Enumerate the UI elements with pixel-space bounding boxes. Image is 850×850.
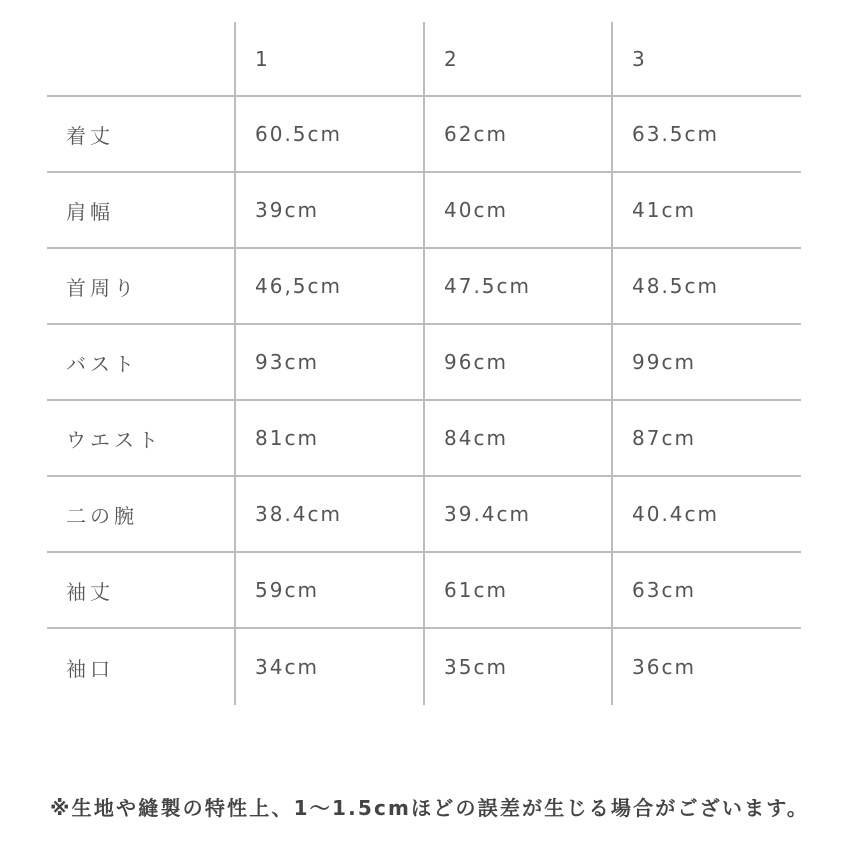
table-cell: 87cm: [612, 400, 801, 476]
table-cell: 35cm: [424, 628, 612, 705]
table-row: [47, 172, 801, 248]
table-cell: 48.5cm: [612, 248, 801, 324]
row-label: 肩幅: [47, 172, 235, 248]
table-cell: 41cm: [612, 172, 801, 248]
table-row: [47, 400, 801, 476]
row-label: 二の腕: [47, 476, 235, 552]
table-cell: 38.4cm: [235, 476, 424, 552]
row-label: 首周り: [47, 248, 235, 324]
table-cell: 96cm: [424, 324, 612, 400]
size-table: [47, 22, 801, 705]
table-cell: 61cm: [424, 552, 612, 628]
table-row: [47, 96, 801, 172]
header-size-2: 2: [424, 22, 612, 96]
table-header-row: [47, 22, 801, 96]
row-label: バスト: [47, 324, 235, 400]
table-cell: 46,5cm: [235, 248, 424, 324]
table-cell: 40.4cm: [612, 476, 801, 552]
table-cell: 36cm: [612, 628, 801, 705]
table-cell: 62cm: [424, 96, 612, 172]
table-row: [47, 324, 801, 400]
row-label: ウエスト: [47, 400, 235, 476]
table-cell: 47.5cm: [424, 248, 612, 324]
row-label: 袖丈: [47, 552, 235, 628]
table-cell: 63cm: [612, 552, 801, 628]
table-row: [47, 248, 801, 324]
table-cell: 59cm: [235, 552, 424, 628]
disclaimer-note: ※生地や縫製の特性上、1〜1.5cmほどの誤差が生じる場合がございます。: [50, 796, 810, 820]
table-row: [47, 552, 801, 628]
header-size-3: 3: [612, 22, 801, 96]
row-label: 着丈: [47, 96, 235, 172]
table-cell: 39.4cm: [424, 476, 612, 552]
table-cell: 63.5cm: [612, 96, 801, 172]
table-row: [47, 628, 801, 705]
table-cell: 99cm: [612, 324, 801, 400]
row-label: 袖口: [47, 628, 235, 705]
table-cell: 60.5cm: [235, 96, 424, 172]
table-row: [47, 476, 801, 552]
header-size-1: 1: [235, 22, 424, 96]
header-corner-cell: [47, 22, 235, 96]
table-cell: 40cm: [424, 172, 612, 248]
table-cell: 34cm: [235, 628, 424, 705]
table-cell: 39cm: [235, 172, 424, 248]
table-cell: 84cm: [424, 400, 612, 476]
table-cell: 93cm: [235, 324, 424, 400]
table-cell: 81cm: [235, 400, 424, 476]
